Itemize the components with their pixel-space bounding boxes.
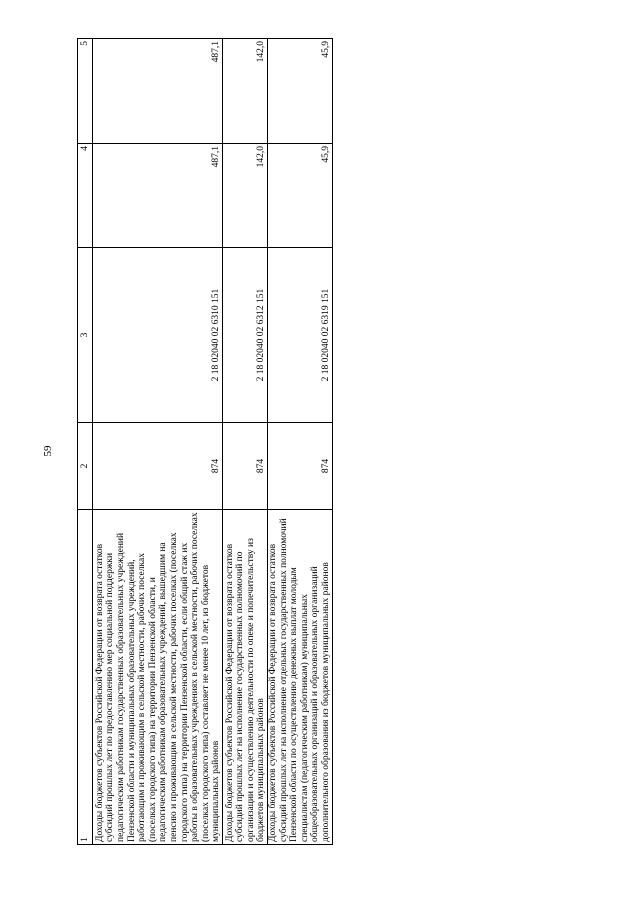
row-admin-code: 874	[223, 423, 268, 510]
row-value-col-5: 45,9	[268, 39, 333, 144]
rotated-table-wrapper	[77, 41, 331, 845]
header-col-2: 2	[78, 423, 93, 510]
row-value-col-4: 487,1	[93, 144, 223, 248]
row-description: Доходы бюджетов субъектов Российской Федерации от возврата остатков субсидий прошлых лет на исполнение государственных полномочий по организации и осуществлению деятельности по опеке и попечительству из бюджетов муниципальных районов	[223, 510, 268, 845]
row-description: Доходы бюджетов субъектов Российской Федерации от возврата остатков субсидий прошлых лет по предоставлению мер социальной поддержки педагогическим работникам государственных образовательных учреждений Пензенской области и муниципальных образовательных учреждений, работающим и проживающим в сельской местности, рабочих поселках (поселках городского типа) на территории Пензенской области, и педагогическим работникам образовательных учреждений, вышедшим на пенсию и проживающим в сельской местности, рабочих поселках (поселках городского типа) на территории Пензенской области, если общий стаж их работы в образовательных учреждениях в сельской местности, рабочих поселках (поселках городского типа) составляет не менее 10 лет, из бюджетов муниципальных районов	[93, 510, 223, 845]
row-kbk-code: 2 18 02040 02 6319 151	[268, 248, 333, 423]
row-kbk-code: 2 18 02040 02 6310 151	[93, 248, 223, 423]
page-number: 59	[42, 445, 54, 457]
row-kbk-code: 2 18 02040 02 6312 151	[223, 248, 268, 423]
row-value-col-5: 487,1	[93, 39, 223, 144]
row-value-col-4: 45,9	[268, 144, 333, 248]
header-col-4: 4	[78, 144, 93, 248]
table-row	[268, 39, 333, 845]
row-description: Доходы бюджетов субъектов Российской Федерации от возврата остатков субсидий прошлых лет на исполнение отдельных государственных полномочий Пензенской области по осуществлению денежных выплат молодым специалистам (педагогическим работникам) муниципальных общеобразовательных организаций и образовательных организаций дополнительного образования из бюджетов муниципальных районов	[268, 510, 333, 845]
header-col-1: 1	[78, 510, 93, 845]
row-admin-code: 874	[93, 423, 223, 510]
table-row	[223, 39, 268, 845]
header-col-5: 5	[78, 39, 93, 144]
row-admin-code: 874	[268, 423, 333, 510]
row-value-col-5: 142,0	[223, 39, 268, 144]
table-row	[93, 39, 223, 845]
header-col-3: 3	[78, 248, 93, 423]
row-value-col-4: 142,0	[223, 144, 268, 248]
header-row	[78, 39, 93, 845]
revenue-table	[77, 38, 333, 845]
